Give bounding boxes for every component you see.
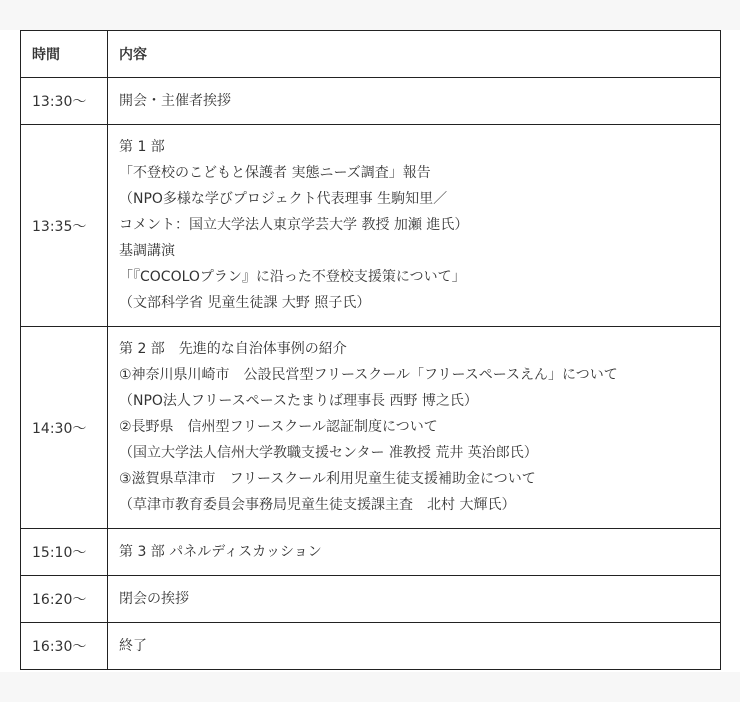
content-line: 終了 [119,638,147,654]
table-row [21,327,721,529]
table-row [21,529,721,576]
content-cell [108,623,721,670]
content-line: 「『COCOLOプラン』に沿った不登校支援策について」 [119,269,466,285]
time-cell: 15:10〜 [21,529,108,576]
content-line: （NPO多様な学びプロジェクト代表理事 生駒知里／ [119,191,448,207]
table-row [21,78,721,125]
content-line: （草津市教育委員会事務局児童生徒支援課主査 北村 大輝氏） [119,497,516,513]
content-line: ②長野県 信州型フリースクール認証制度について [119,419,438,435]
content-line: ③滋賀県草津市 フリースクール利用児童生徒支援補助金について [119,471,536,487]
program-schedule-table [20,30,721,670]
content-cell [108,576,721,623]
header-time: 時間 [21,31,108,78]
content-line: 第 1 部 [119,139,165,155]
content-line: （NPO法人フリースペースたまりば理事長 西野 博之氏） [119,393,478,409]
time-cell: 16:20〜 [21,576,108,623]
content-line: （文部科学省 児童生徒課 大野 照子氏） [119,295,371,311]
content-cell [108,78,721,125]
table-row [21,623,721,670]
table-header-row [21,31,721,78]
content-line: 開会・主催者挨拶 [119,93,231,109]
content-line: 第 2 部 先進的な自治体事例の紹介 [119,341,347,357]
top-margin [0,0,740,30]
time-cell: 14:30〜 [21,327,108,529]
header-content: 内容 [108,31,721,78]
table-row [21,125,721,327]
content-line: （国立大学法人信州大学教職支援センター 准教授 荒井 英治郎氏） [119,445,538,461]
time-cell: 16:30〜 [21,623,108,670]
content-line: 「不登校のこどもと保護者 実態ニーズ調査」報告 [119,165,431,181]
content-line: 基調講演 [119,243,175,259]
content-cell [108,327,721,529]
content-line: ①神奈川県川崎市 公設民営型フリースクール「フリースペースえん」について [119,367,618,383]
content-line: コメント：国立大学法人東京学芸大学 教授 加瀬 進氏） [119,217,469,233]
table-row [21,576,721,623]
content-cell [108,529,721,576]
content-line: 第 3 部 パネルディスカッション [119,544,322,560]
content-line: 閉会の挨拶 [119,591,189,607]
time-cell: 13:30〜 [21,78,108,125]
content-cell [108,125,721,327]
time-cell: 13:35〜 [21,125,108,327]
